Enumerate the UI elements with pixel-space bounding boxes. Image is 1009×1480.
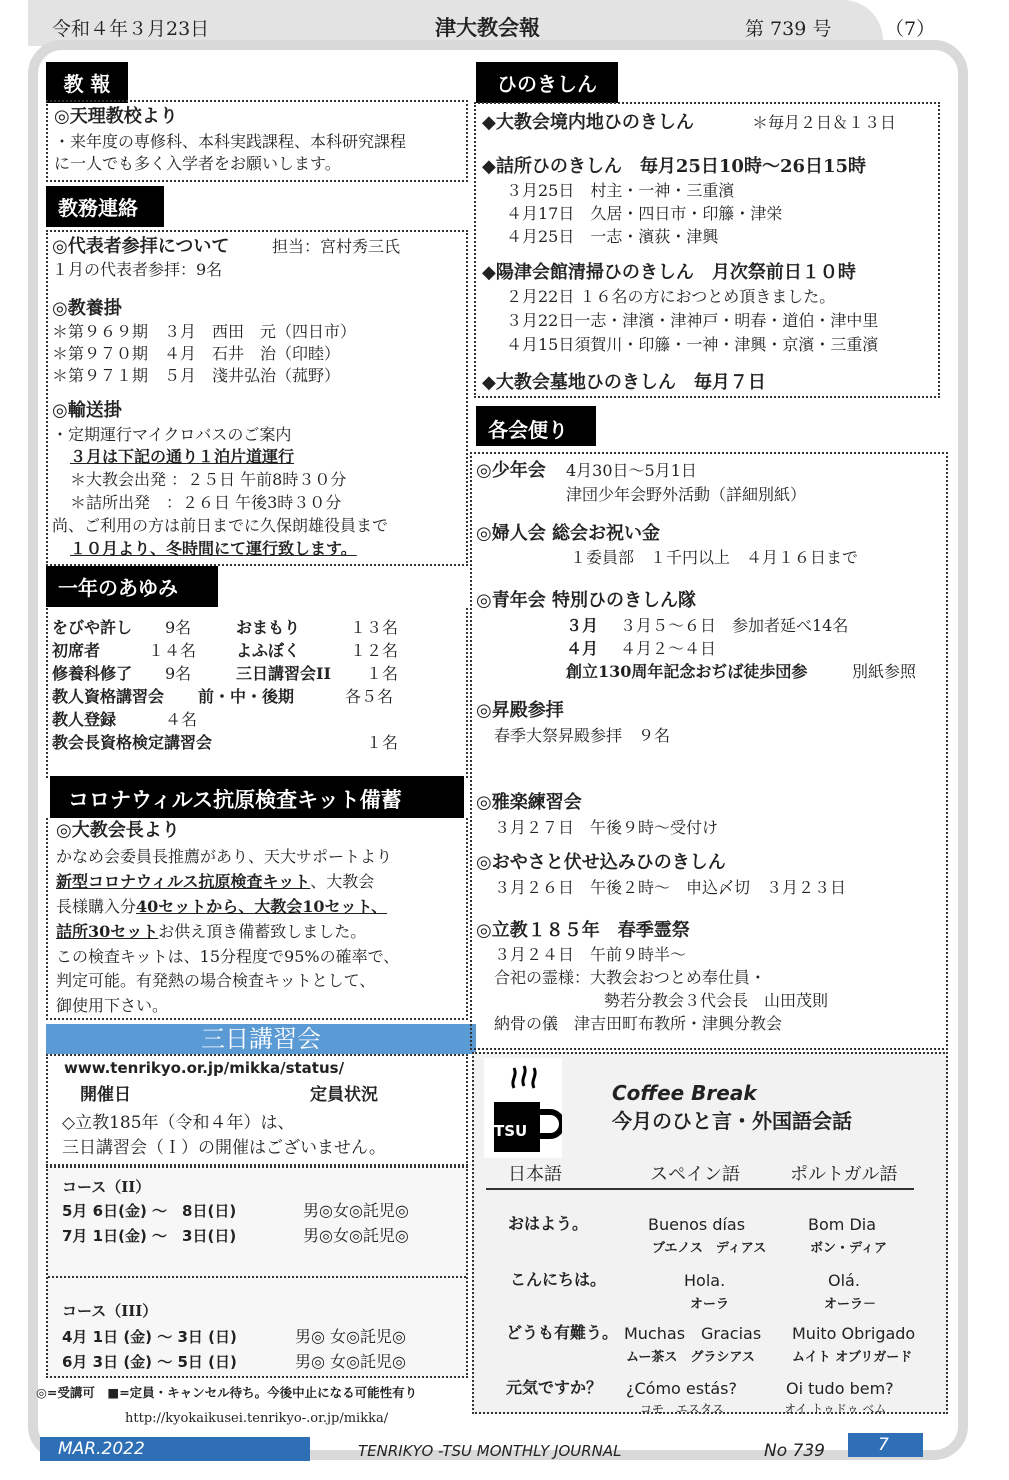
seinen-title: ◎青年会 特別ひのきしん隊 xyxy=(476,590,696,611)
mikka-col-date: 開催日 xyxy=(80,1085,131,1105)
phrase-pt-kana: オイ トゥドゥ ベム xyxy=(784,1402,887,1416)
phrase-pt-kana: オーラ－ xyxy=(824,1297,877,1312)
footer-issue: No 739 xyxy=(764,1441,825,1461)
shoden-line: 春季大祭昇殿参拝 ９名 xyxy=(494,726,671,745)
yuso-title: ◎輸送掛 xyxy=(52,400,122,421)
section-heading-kyomu: 教務連絡 xyxy=(46,186,164,227)
coffee-logo-text: TSU xyxy=(494,1122,528,1140)
course3-title: コース（III） xyxy=(62,1302,158,1320)
issue-number: 第 739 号 xyxy=(745,18,832,40)
ayumi-label: 修養科修了 xyxy=(52,664,133,683)
corona-text: 、大教会 xyxy=(310,872,375,891)
phrase-ja: こんにちは。 xyxy=(510,1270,607,1289)
phrase-pt-kana: ボン・ディア xyxy=(810,1241,887,1256)
ayumi-value: １名 xyxy=(366,664,399,683)
hinokishin-line: ３月25日 村主・一神・三重濱 xyxy=(506,181,735,200)
hinokishin-note: ＊毎月２日＆１３日 xyxy=(752,113,897,132)
corona-text: お供え頂き備蓄致しました。 xyxy=(158,922,367,941)
phrase-pt: Oi tudo bem? xyxy=(786,1379,894,1398)
issue-date: 令和４年３月23日 xyxy=(52,18,210,40)
section-heading-kakukai: 各会便り xyxy=(476,406,596,446)
phrase-es-kana: ムー茶ス グラシアス xyxy=(626,1350,755,1365)
rep-line: １月の代表者参拝：9名 xyxy=(52,260,223,279)
course2-title: コース（II） xyxy=(62,1178,151,1196)
phrase-pt: Bom Dia xyxy=(808,1215,877,1234)
shonen-title: ◎少年会 xyxy=(476,460,546,481)
mikka-legend: ◎=受講可 ■=定員・キャンセル待ち。今後中止になる可能性有り xyxy=(36,1385,418,1400)
corona-line: かなめ会委員長推薦があり、天大サポートより xyxy=(56,847,393,866)
ayumi-value: 各５名 xyxy=(345,687,394,706)
phrase-es-kana: オーラ xyxy=(690,1297,730,1312)
phrase-ja: どうも有難う。 xyxy=(506,1323,619,1342)
hinokishin-item: ◆陽津会館清掃ひのきしん 月次祭前日１０時 xyxy=(482,262,856,283)
phrase-es: Buenos días xyxy=(648,1215,746,1234)
ayumi-label: よふぼく xyxy=(236,641,301,660)
hinokishin-line: ４月15日須賀川・印籐・一神・津興・京濱・三重濱 xyxy=(506,335,879,354)
rep-title: ◎代表者参拝について xyxy=(52,236,230,257)
footer-date: MAR.2022 xyxy=(58,1439,145,1459)
course3-status: 男◎ 女◎託児◎ xyxy=(295,1327,406,1346)
kyoho-title: ◎天理教校より xyxy=(54,106,178,127)
hinokishin-item: ◆大教会境内地ひのきしん xyxy=(482,112,694,133)
corona-emph: 新型コロナウィルス抗原検査キット xyxy=(56,872,311,891)
section-heading-hinokishin: ひのきしん xyxy=(476,62,618,103)
phrase-es: ¿Cómo estás? xyxy=(626,1379,737,1398)
kyoho-line: に一人でも多く入学者をお願いします。 xyxy=(54,154,341,173)
ayumi-label: おまもり xyxy=(236,618,301,637)
yuso-line: 尚、ご利用の方は前日までに久保朗雄役員まで xyxy=(52,516,389,535)
yuso-line: ＊大教会出発 ：２５日 午前8時３０分 xyxy=(70,470,347,489)
mikka-note: ◇立教185年（令和４年）は、 xyxy=(62,1113,295,1133)
seinen-note: 別紙参照 xyxy=(852,662,917,681)
yuso-line: １０月より、冬時間にて運行致します。 xyxy=(70,539,357,558)
ayumi-label: 初席者 xyxy=(52,641,101,660)
ayumi-value: １２名 xyxy=(350,641,399,660)
fujin-line: １委員部 １千円以上 ４月１６日まで xyxy=(570,548,859,567)
coffee-logo xyxy=(484,1058,562,1158)
corona-line xyxy=(56,896,387,918)
rikkyo-line: 合祀の霊様：大教会おつとめ奉仕員・ xyxy=(494,968,766,987)
hinokishin-item: ◆大教会墓地ひのきしん 毎月７日 xyxy=(482,372,766,393)
course2-status: 男◎女◎託児◎ xyxy=(303,1226,409,1245)
newsletter-title: 津大教会報 xyxy=(435,15,540,40)
hinokishin-item: ◆詰所ひのきしん 毎月25日10時～26日15時 xyxy=(482,156,867,177)
corona-emph: 40セットから、大教会10セット、 xyxy=(136,897,388,916)
seinen-line: 創立130周年記念おぢば徒歩団参 xyxy=(566,662,808,681)
corona-emph: 詰所30セット xyxy=(56,922,159,941)
seinen-line: ３月５～６日 参加者延べ14名 xyxy=(620,616,849,635)
ayumi-value: １３名 xyxy=(350,618,399,637)
mikka-url-2[interactable]: http://kyokaikusei.tenrikyo-.or.jp/mikka/ xyxy=(125,1411,389,1426)
shoden-title: ◎昇殿参拝 xyxy=(476,700,564,721)
kyoyo-line: ＊第９６９期 ３月 西田 元（四日市） xyxy=(52,322,357,341)
mikka-col-status: 定員状況 xyxy=(310,1085,378,1105)
course-divider xyxy=(48,1276,466,1278)
ayumi-label: をびや許し xyxy=(52,618,133,637)
hinokishin-line: ３月22日一志・津濱・津神戸・明春・道伯・津中里 xyxy=(506,311,879,330)
corona-line: 御使用下さい。 xyxy=(56,996,169,1015)
rikkyo-line: ３月２４日 午前９時半～ xyxy=(494,945,687,964)
ayumi-value: ４名 xyxy=(165,710,198,729)
phrase-es-kana: コモ エスタス xyxy=(640,1402,725,1416)
corona-title: ◎大教会長より xyxy=(56,820,180,841)
phrase-ja: 元気ですか？ xyxy=(506,1378,603,1397)
course3-date: 4月 1日 (金) ～ 3日 (日) xyxy=(62,1328,237,1346)
footer-page: 7 xyxy=(878,1435,889,1455)
kyoyo-line: ＊第９７０期 ４月 石井 治（印睦） xyxy=(52,344,341,363)
seinen-line: ４月２～４日 xyxy=(620,639,717,658)
hinokishin-line: ４月25日 一志・濱荻・津興 xyxy=(506,227,719,246)
gagaku-title: ◎雅楽練習会 xyxy=(476,792,582,813)
ayumi-label: 三日講習会II xyxy=(236,664,331,683)
ayumi-label: 教人登録 xyxy=(52,710,117,729)
lang-col-ja: 日本語 xyxy=(508,1164,562,1185)
phrase-ja: おはよう。 xyxy=(508,1214,589,1233)
phrase-pt-kana: ムイト オブリガード xyxy=(792,1350,913,1365)
kyoyo-title: ◎教養掛 xyxy=(52,298,122,319)
yuso-line: ３月は下記の通り１泊片道運行 xyxy=(70,447,295,466)
kyoyo-line: ＊第９７１期 ５月 淺井弘治（菰野） xyxy=(52,366,341,385)
shonen-line: 津団少年会野外活動（詳細別紙） xyxy=(566,485,807,504)
rikkyo-line: 納骨の儀 津吉田町布教所・津興分教会 xyxy=(494,1014,783,1033)
lang-divider xyxy=(486,1188,914,1190)
yuso-line: ・定期運行マイクロバスのご案内 xyxy=(52,425,292,444)
corona-line: 判定可能。有発熱の場合検査キットとして、 xyxy=(56,971,376,990)
rep-person: 担当：宮村秀三氏 xyxy=(272,237,401,256)
phrase-es-kana: ブエノス ディアス xyxy=(652,1241,767,1256)
fujin-title: ◎婦人会 総会お祝い金 xyxy=(476,523,660,544)
rikkyo-title: ◎立教１８５年 春季霊祭 xyxy=(476,920,690,941)
phrase-es: Hola. xyxy=(684,1271,726,1290)
mikka-url[interactable]: www.tenrikyo.or.jp/mikka/status/ xyxy=(64,1059,345,1077)
section-heading-ayumi: 一年のあゆみ xyxy=(46,566,218,607)
course2-date: 7月 1日(金) ～ 3日(日) xyxy=(62,1227,237,1245)
mikka-heading: 三日講習会 xyxy=(46,1024,476,1054)
coffee-cup-icon xyxy=(484,1058,562,1158)
corona-line xyxy=(56,921,366,943)
ayumi-value: 9名 xyxy=(165,618,192,637)
ayumi-value: １名 xyxy=(366,733,399,752)
lang-col-pt: ポルトガル語 xyxy=(790,1164,898,1185)
phrase-pt: Muito Obrigado xyxy=(792,1324,916,1343)
gagaku-line: ３月２７日 午後９時～受付け xyxy=(494,818,719,837)
section-heading-kyoho: 教 報 xyxy=(46,62,128,103)
phrase-pt: Olá. xyxy=(828,1271,860,1290)
section-heading-corona: コロナウィルス抗原検査キット備蓄 xyxy=(50,776,464,818)
oyasato-line: ３月２６日 午後２時～ 申込〆切 ３月２３日 xyxy=(494,878,847,897)
hinokishin-line: ２月22日 １６名の方におつとめ頂きました。 xyxy=(506,287,836,306)
coffee-title: Coffee Break xyxy=(612,1081,757,1105)
page-number: （7） xyxy=(885,18,936,40)
yuso-line: ＊詰所出発 ：２６日 午後3時３０分 xyxy=(70,493,342,512)
oyasato-title: ◎おやさと伏せ込みひのきしん xyxy=(476,852,726,873)
course3-status: 男◎ 女◎託児◎ xyxy=(295,1352,406,1371)
hinokishin-line: ４月17日 久居・四日市・印籐・津栄 xyxy=(506,204,783,223)
ayumi-label: 教会長資格検定講習会 xyxy=(52,733,213,752)
ayumi-label: 教人資格講習会 xyxy=(52,687,165,706)
lang-col-es: スペイン語 xyxy=(650,1164,740,1185)
course2-date: 5月 6日(金) ～ 8日(日) xyxy=(62,1202,237,1220)
ayumi-value: １４名 xyxy=(148,641,197,660)
kyoho-line: ・来年度の専修科、本科実践課程、本科研究課程 xyxy=(54,132,407,151)
rikkyo-line: 勢若分教会３代会長 山田茂則 xyxy=(604,991,829,1010)
ayumi-value: 9名 xyxy=(165,664,192,683)
mikka-note: 三日講習会（Ｉ）の開催はございません。 xyxy=(62,1138,387,1158)
ayumi-label: 前・中・後期 xyxy=(198,687,295,706)
seinen-month: ４月 xyxy=(566,639,599,658)
coffee-subtitle: 今月のひと言・外国語会話 xyxy=(612,1109,852,1133)
course2-status: 男◎女◎託児◎ xyxy=(303,1201,409,1220)
phrase-es: Muchas Gracias xyxy=(624,1324,762,1343)
course3-date: 6月 3日 (金) ～ 5日 (日) xyxy=(62,1353,237,1371)
seinen-month: ３月 xyxy=(566,616,599,635)
footer-journal: TENRIKYO -TSU MONTHLY JOURNAL xyxy=(358,1442,622,1460)
shonen-date: 4月30日～5月1日 xyxy=(566,461,697,480)
corona-line xyxy=(56,871,374,893)
corona-text: 長様購入分 xyxy=(56,897,137,916)
corona-line: この検査キットは、15分程度で95%の確率で、 xyxy=(56,947,400,966)
